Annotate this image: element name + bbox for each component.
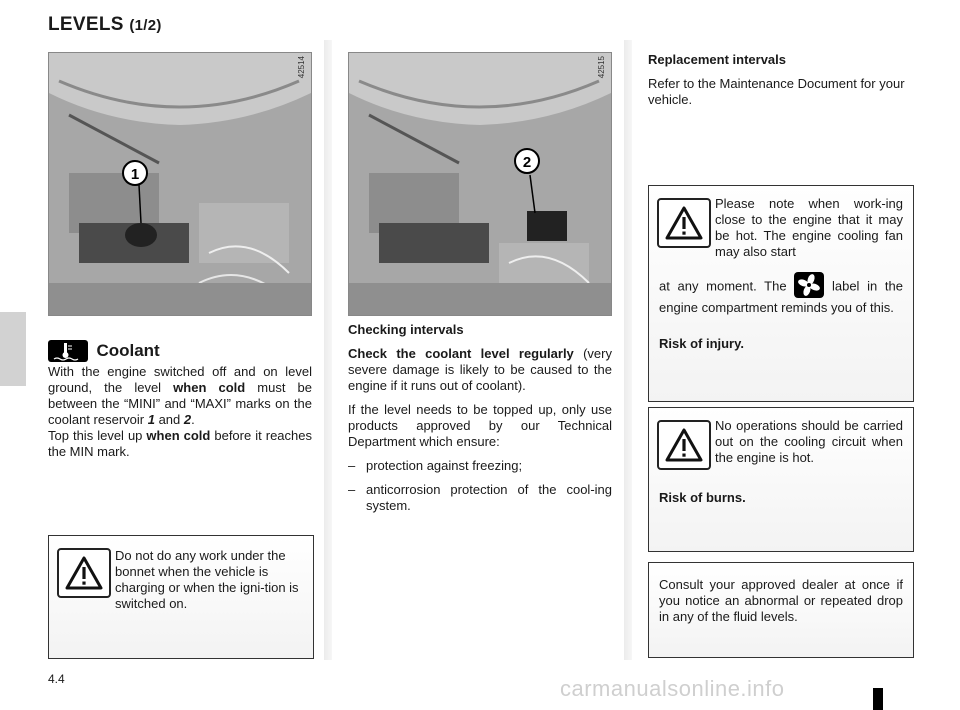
coolant-paragraph-2: Top this level up when cold before it reaches the MIN mark. — [48, 428, 312, 459]
page-title — [48, 14, 162, 36]
risk-of-burns: Risk of burns. — [659, 490, 746, 505]
burns-text: No operations should be carried out on the cooling circuit when the engine is hot. — [715, 418, 903, 465]
title-main: LEVELS — [48, 14, 124, 35]
column-divider — [324, 40, 332, 660]
coolant-heading: Coolant — [96, 341, 160, 360]
dealer-text: Consult your approved dealer at once if you notice an abnormal or repeated drop in any of the fluid levels. — [659, 577, 903, 624]
warning-text: Do not do any work under the bonnet when the vehicle is charging or when the igni-tion is switched on. — [115, 548, 299, 611]
watermark: carmanualsonline.info — [560, 676, 785, 701]
warning-box-burns — [648, 407, 914, 552]
list-item: – anticorrosion protection of the cool-ing system. — [348, 482, 612, 513]
callout-2-label: 2 — [522, 154, 532, 171]
title-suffix: (1/2) — [129, 17, 162, 34]
page-number: 4.4 — [48, 672, 65, 686]
coolant-section — [48, 340, 312, 460]
engine-photo-2 — [348, 52, 612, 316]
checking-heading: Checking intervals — [348, 322, 464, 337]
column-divider — [624, 40, 632, 660]
checking-paragraph-1: Check the coolant level regularly (very severe damage is likely to be caused to the engine if it runs out of coolant). — [348, 346, 612, 393]
warning-box-hot-engine — [648, 185, 914, 402]
checking-section — [348, 322, 612, 514]
warning-triangle-icon — [57, 548, 111, 598]
info-box-dealer — [648, 562, 914, 658]
checking-list — [348, 458, 612, 514]
coolant-paragraph-1: With the engine switched off and on level ground, the level when cold must be between the “MINI” and “MAXI” marks on the coolant reservoir 1 and 2. — [48, 364, 313, 427]
risk-of-injury: Risk of injury. — [659, 336, 744, 351]
replacement-heading: Replacement intervals — [648, 52, 787, 67]
engine-photo-1 — [48, 52, 312, 316]
warning-triangle-icon — [657, 198, 711, 248]
fan-icon — [794, 272, 824, 298]
replacement-section — [648, 52, 914, 116]
photo-code: 42515 — [597, 56, 606, 79]
checking-paragraph-2: If the level needs to be topped up, only use products approved by our Technical Department which ensure: — [348, 402, 612, 449]
replacement-text: Refer to the Maintenance Document for your vehicle. — [648, 76, 905, 107]
warning-box-bonnet — [48, 535, 314, 659]
hot-engine-text-a: Please note when work-ing close to the engine that it may be hot. The engine cooling fan may also start — [715, 196, 903, 259]
list-item: – protection against freezing; — [348, 458, 523, 473]
corner-mark — [873, 688, 883, 710]
chapter-tab — [0, 312, 26, 386]
photo-code: 42514 — [297, 56, 306, 79]
hot-engine-text-b: at any moment. The label in the engine compartment reminds you of this. — [659, 274, 903, 316]
coolant-temperature-icon — [48, 340, 88, 362]
callout-1-label: 1 — [130, 166, 140, 183]
warning-triangle-icon — [657, 420, 711, 470]
